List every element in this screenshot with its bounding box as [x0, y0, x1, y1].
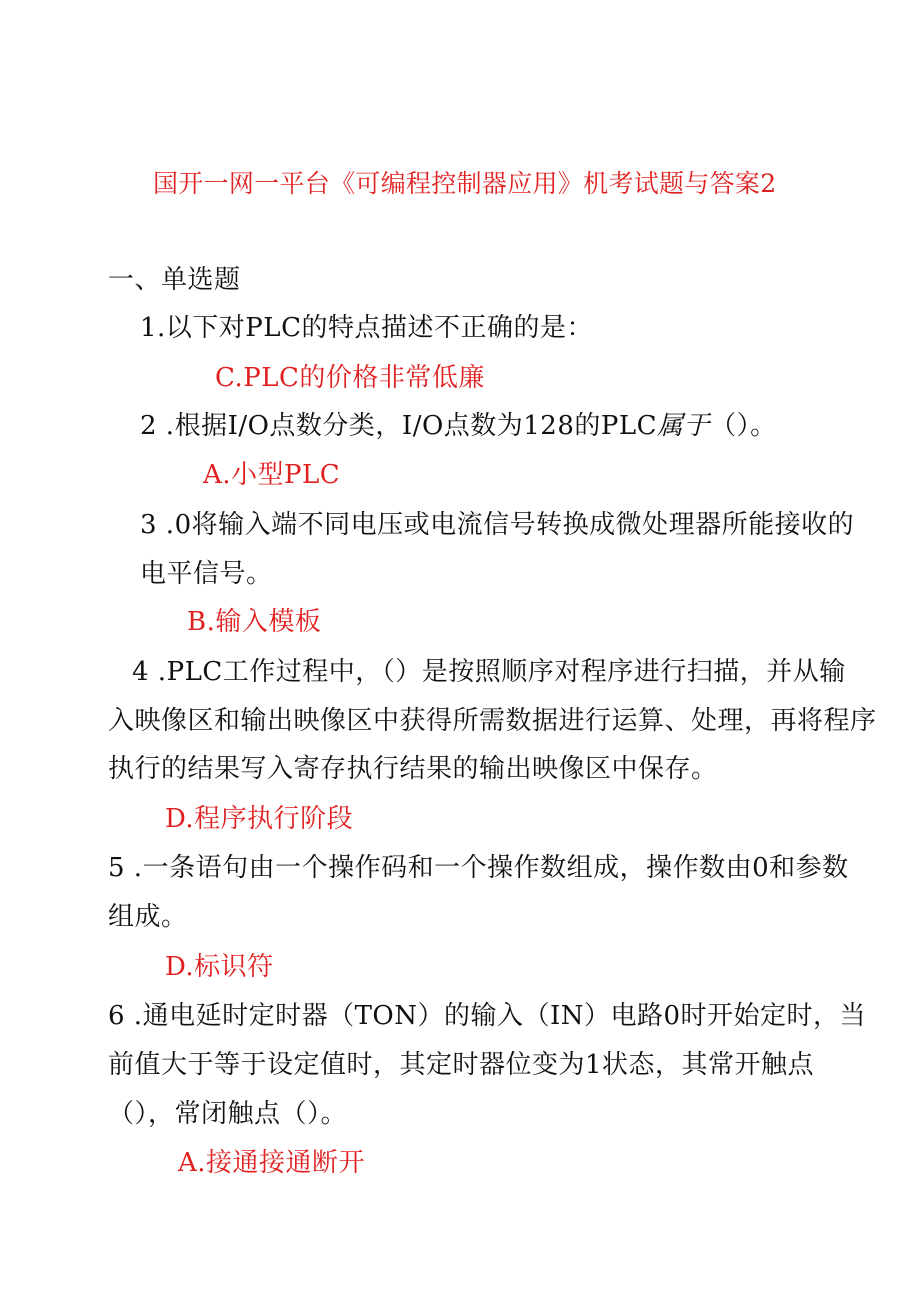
- question-4-line-1: 4 .PLC工作过程中，（）是按照顺序对程序进行扫描，并从输: [132, 657, 846, 687]
- question-2-blank: （）。: [710, 411, 777, 441]
- answer-3: B.输入模板: [187, 607, 322, 637]
- question-3-line-1: 3 .0将输入端不同电压或电流信号转换成微处理器所能接收的: [140, 510, 855, 540]
- question-2-text: 2 .根据I/O点数分类，I/O点数为128的PLC: [140, 411, 658, 441]
- question-6-line-3: （），常闭触点（）。: [108, 1099, 348, 1129]
- page-title: 国开一网一平台《可编程控制器应用》机考试题与答案2: [153, 169, 777, 198]
- answer-2: A.小型PLC: [203, 460, 341, 490]
- question-1: 1.以下对PLC的特点描述不正确的是：: [140, 313, 593, 343]
- question-5-line-1: 5 .一条语句由一个操作码和一个操作数组成，操作数由0和参数: [108, 853, 849, 883]
- question-6-line-1: 6 .通电延时定时器（TON）的输入（IN）电路0时开始定时，当: [108, 1001, 867, 1031]
- question-5-line-2: 组成。: [108, 902, 188, 932]
- answer-4: D.程序执行阶段: [165, 804, 354, 834]
- answer-1: C.PLC的价格非常低廉: [215, 363, 485, 393]
- question-4-line-3: 执行的结果写入寄存执行结果的输出映像区中保存。: [108, 754, 718, 784]
- question-2-italic-word: 属于: [657, 411, 711, 441]
- question-4-line-2: 入映像区和输出映像区中获得所需数据进行运算、处理，再将程序: [108, 706, 877, 736]
- question-2: [140, 408, 777, 444]
- question-6-line-2: 前值大于等于设定值时，其定时器位变为1状态，其常开触点: [108, 1050, 815, 1080]
- section-heading: 一、单选题: [108, 265, 241, 295]
- question-3-line-2: 电平信号。: [140, 559, 273, 589]
- answer-5: D.标识符: [165, 952, 274, 982]
- answer-6: A.接通接通断开: [178, 1148, 366, 1178]
